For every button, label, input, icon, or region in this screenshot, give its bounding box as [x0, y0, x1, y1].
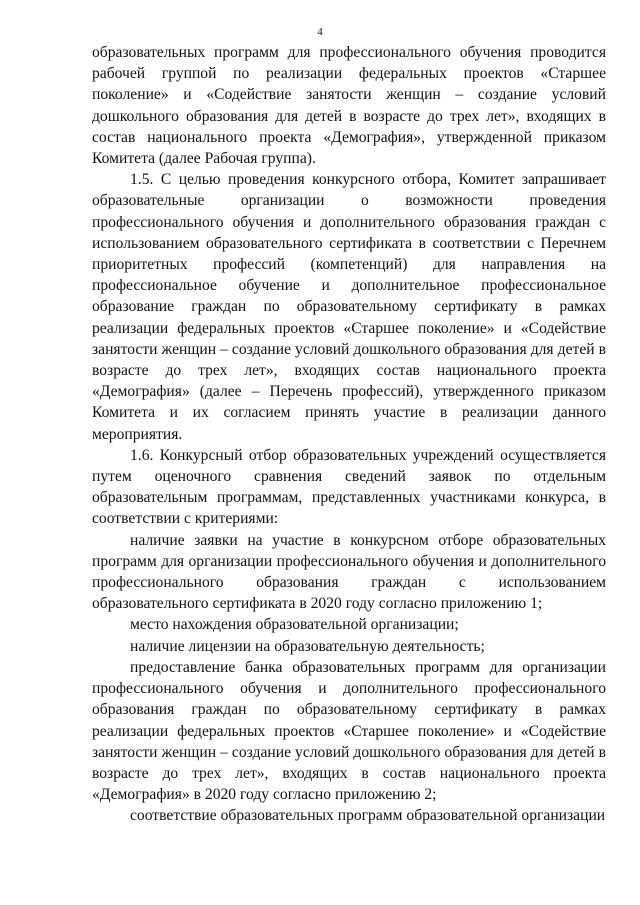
paragraph-1-6: 1.6. Конкурсный отбор образовательных учреждений осуществляется путем оценочного сравнения сведений заявок по отдельным образовательным программам, представленных участниками конкурса, в соответствии с критериями:: [92, 446, 606, 528]
criterion-program-bank: предоставление банка образовательных программ для организации профессионального обучения и дополнительного профессионального образования граждан по образовательному сертификату в рамках реализации федеральных проектов «Старшее поколение» и «Содействие занятости женщин – создание условий дошкольного образования для детей в возрасте до трех лет», входящих в состав национального проекта «Демография» в 2020 году согласно приложению 2;: [92, 658, 606, 804]
criterion-application: наличие заявки на участие в конкурсном отборе образовательных программ для организации профессионального обучения и дополнительного профессионального образования граждан с использованием образовательного сертификата в 2020 году согласно приложению 1;: [92, 531, 606, 613]
document-body: [92, 42, 606, 827]
paragraph-continuation: образовательных программ для профессионального обучения проводится рабочей группой по реализации федеральных проектов «Старшее поколение» и «Содействие занятости женщин – создание условий дошкольного образования для детей в возрасте до трех лет», входящих в состав национального проекта «Демография», утвержденной приказом Комитета (далее Рабочая группа).: [92, 44, 606, 168]
criterion-location: место нахождения образовательной организации;: [130, 616, 459, 634]
criterion-license: наличие лицензии на образовательную деятельность;: [130, 637, 485, 655]
paragraph-1-5: 1.5. С целью проведения конкурсного отбора, Комитет запрашивает образовательные организации о возможности проведения профессионального обучения и дополнительного образования граждан с использованием образовательного сертификата в соответствии с Перечнем приоритетных профессий (компетенций) для направления на профессиональное обучение и дополнительное профессиональное образование граждан по образовательному сертификату в рамках реализации федеральных проектов «Старшее поколение» и «Содействие занятости женщин – создание условий дошкольного образования для детей в возрасте до трех лет», входящих состав национального проекта «Демография» (далее – Перечень профессий), утвержденного приказом Комитета и их согласием принять участие в реализации данного мероприятия.: [92, 171, 606, 443]
page-number: 4: [317, 26, 323, 38]
criterion-compliance: соответствие образовательных программ образовательной организации: [130, 807, 606, 825]
